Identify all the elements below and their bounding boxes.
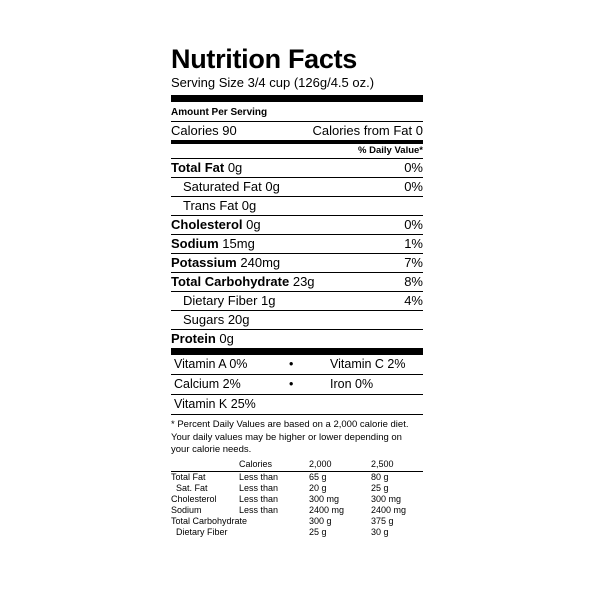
vitamin-row [171,395,423,414]
table-cell: Total Carbohydrate [171,516,248,526]
table-row [171,516,423,527]
vitamin-row [171,355,423,374]
vitamin-a: Vitamin A 0% [174,357,248,371]
daily-values-table [171,457,423,538]
nutrient-amount: 0g [227,160,243,175]
nutrient-amount: 240mg [240,255,281,270]
nutrient-name: Sodium [171,236,219,251]
table-cell: 300 mg [309,494,340,504]
thick-divider [171,348,423,355]
table-row [171,494,423,505]
nutrient-name: Sugars [183,312,225,327]
table-cell: 300 mg [371,494,402,504]
nutrient-dv: 0% [404,217,423,232]
calories-row [171,122,423,140]
nutrient-name: Potassium [171,255,237,270]
nutrient-row-total-carbohydrate [171,273,423,291]
table-cell: 25 g [309,527,327,537]
nutrient-amount: 0g [241,198,257,213]
table-cell: Sodium [171,505,202,515]
nutrient-row-cholesterol [171,216,423,234]
thick-divider [171,95,423,102]
nutrient-amount: 1g [261,293,276,308]
table-row [171,505,423,516]
table-cell: 2400 mg [309,505,345,515]
nutrient-dv: 0% [404,179,423,194]
table-cell: Dietary Fiber [176,527,228,537]
daily-value-header: % Daily Value* [358,145,423,156]
table-cell: 20 g [309,483,327,493]
table-header: 2,000 [309,457,371,472]
table-row [171,483,423,494]
nutrient-name: Cholesterol [171,217,243,232]
label-title: Nutrition Facts [171,44,358,74]
table-cell: 375 g [371,516,394,526]
nutrient-name: Trans Fat [183,198,239,213]
table-row [171,527,423,538]
nutrient-amount: 0g [265,179,280,194]
vitamin-c: Vitamin C 2% [330,357,406,371]
nutrient-row-sodium [171,235,423,253]
nutrient-name: Total Carbohydrate [171,274,290,289]
table-cell: 80 g [371,472,389,482]
bullet: • [289,357,294,371]
table-header-row [171,457,423,472]
nutrient-row-total-fat [171,159,423,177]
serving-size: Serving Size 3/4 cup (126g/4.5 oz.) [171,75,375,90]
nutrition-facts-label [171,45,423,538]
nutrient-amount: 15mg [222,236,255,251]
nutrient-row-dietary-fiber [171,292,423,310]
table-cell: Total Fat [171,472,206,482]
vitamin-k: Vitamin K 25% [174,397,256,411]
table-cell: 65 g [309,472,327,482]
nutrient-dv: 7% [404,255,423,270]
amount-per-serving: Amount Per Serving [171,107,268,118]
table-header: 2,500 [371,457,423,472]
table-cell: Sat. Fat [176,483,208,493]
nutrient-dv: 0% [404,160,423,175]
calories-from-fat: Calories from Fat 0 [312,123,423,138]
table-header: Calories [239,457,309,472]
nutrient-amount: 0g [246,217,261,232]
nutrient-row-trans-fat [171,197,423,215]
calcium: Calcium 2% [174,377,241,391]
table-header [171,457,239,472]
vitamin-row [171,375,423,394]
table-cell: 25 g [371,483,389,493]
nutrient-dv: 4% [404,293,423,308]
nutrient-amount: 0g [219,331,234,346]
calories-value: Calories 90 [171,123,237,138]
nutrient-dv: 1% [404,236,423,251]
table-cell: Less than [239,483,279,493]
footnote: * Percent Daily Values are based on a 2,000 calorie diet. Your daily values may be higher or lower depending on your calorie needs. [171,419,409,455]
iron: Iron 0% [330,377,374,391]
bullet: • [289,377,294,391]
nutrient-name: Protein [171,331,216,346]
table-cell: 30 g [371,527,389,537]
nutrient-name: Dietary Fiber [183,293,258,308]
table-cell: Less than [239,505,279,515]
table-cell: Cholesterol [171,494,217,504]
nutrient-amount: 23g [292,274,315,289]
nutrient-row-sugars [171,311,423,329]
table-cell: 300 g [309,516,332,526]
nutrient-row-potassium [171,254,423,272]
nutrient-name: Saturated Fat [183,179,262,194]
nutrient-amount: 20g [227,312,250,327]
nutrient-row-protein [171,330,423,348]
nutrient-row-saturated-fat [171,178,423,196]
table-cell: Less than [239,494,279,504]
table-row [171,472,423,484]
table-cell: 2400 mg [371,505,407,515]
nutrient-name: Total Fat [171,160,225,175]
nutrient-dv: 8% [404,274,423,289]
table-cell: Less than [239,472,279,482]
